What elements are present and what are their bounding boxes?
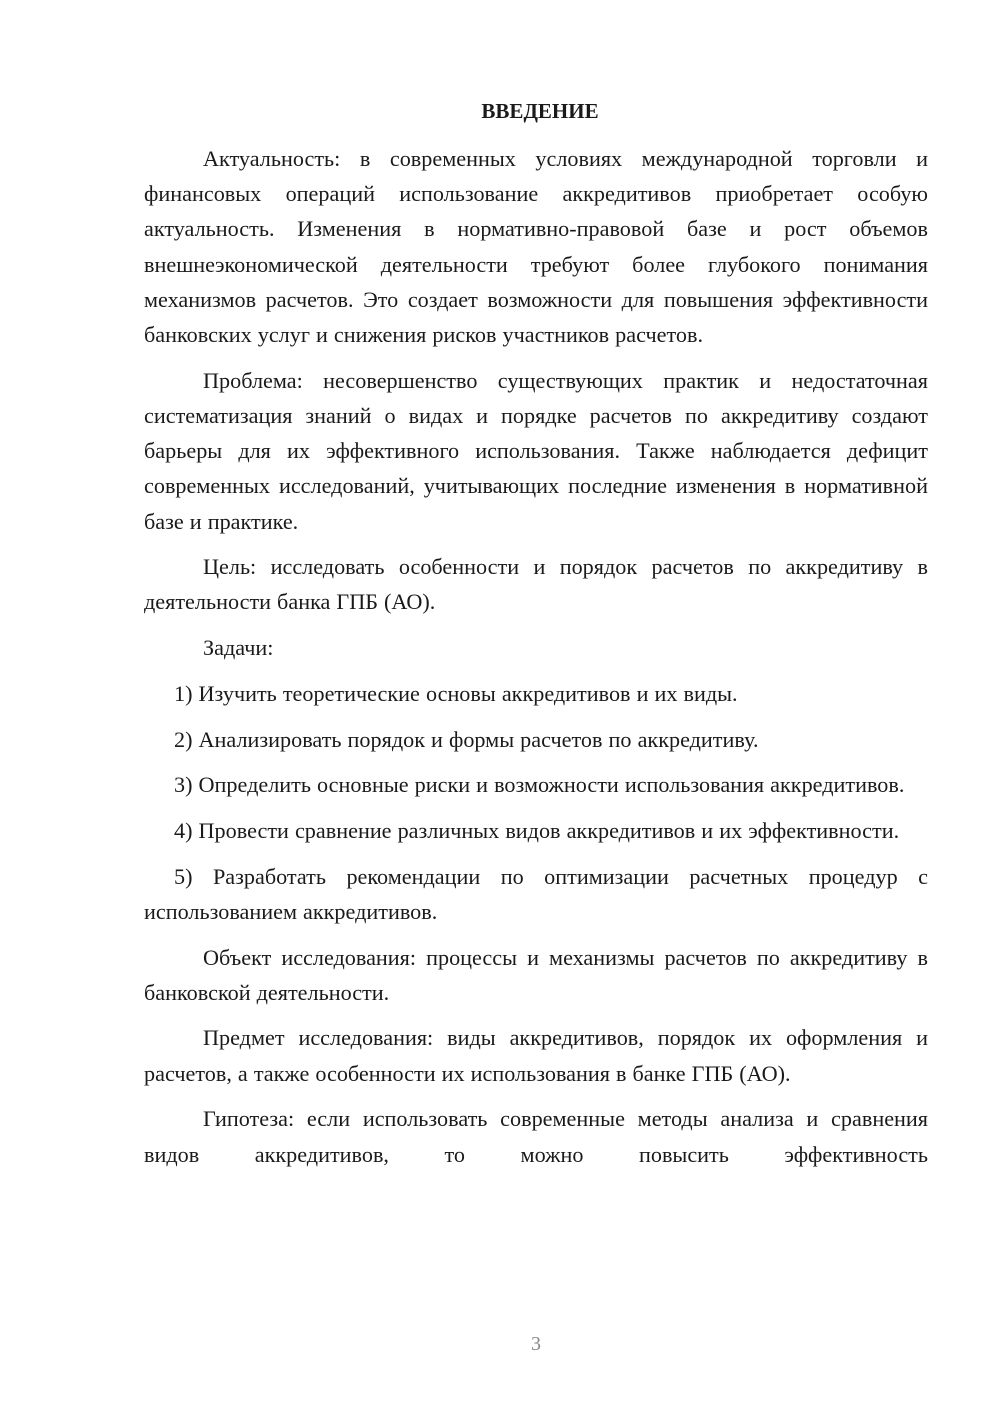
- paragraph-object: Объект исследования: процессы и механизмы расчетов по аккредитиву в банковской деятельности.: [144, 944, 928, 1005]
- task-item-5: 5) Разработать рекомендации по оптимизации расчетных процедур с использованием аккредитивов.: [144, 863, 928, 924]
- paragraph-tasks-heading: Задачи:: [203, 635, 274, 661]
- paragraph-relevance: Актуальность: в современных условиях международной торговли и финансовых операций использование аккредитивов приобретает особую актуальность. Изменения в нормативно-правовой базе и рост объемов внешнеэкономической деятельности требуют более глубокого понимания механизмов расчетов. Это создает возможности для повышения эффективности банковских услуг и снижения рисков участников расчетов.: [144, 146, 928, 348]
- section-title: ВВЕДЕНИЕ: [481, 99, 599, 123]
- task-item-3: 3) Определить основные риски и возможности использования аккредитивов.: [174, 772, 905, 798]
- task-item-2: 2) Анализировать порядок и формы расчетов по аккредитиву.: [174, 726, 759, 752]
- paragraph-problem: Проблема: несовершенство существующих практик и недостаточная систематизация знаний о видах и порядке расчетов по аккредитиву создают барьеры для их эффективного использования. Также наблюдается дефицит современных исследований, учитывающих последние изменения в нормативной базе и практике.: [144, 367, 928, 534]
- document-body: [144, 94, 928, 1182]
- paragraph-subject: Предмет исследования: виды аккредитивов, порядок их оформления и расчетов, а также особенности их использования в банке ГПБ (АО).: [144, 1025, 928, 1086]
- page-number: 3: [531, 1333, 541, 1355]
- task-item-1: 1) Изучить теоретические основы аккредитивов и их виды.: [174, 680, 738, 706]
- paragraph-hypothesis: Гипотеза: если использовать современные методы анализа и сравнения видов аккредитивов, то можно повысить эффективность: [144, 1106, 928, 1167]
- task-item-4: 4) Провести сравнение различных видов аккредитивов и их эффективности.: [174, 817, 900, 843]
- paragraph-goal: Цель: исследовать особенности и порядок расчетов по аккредитиву в деятельности банка ГПБ (АО).: [144, 554, 928, 615]
